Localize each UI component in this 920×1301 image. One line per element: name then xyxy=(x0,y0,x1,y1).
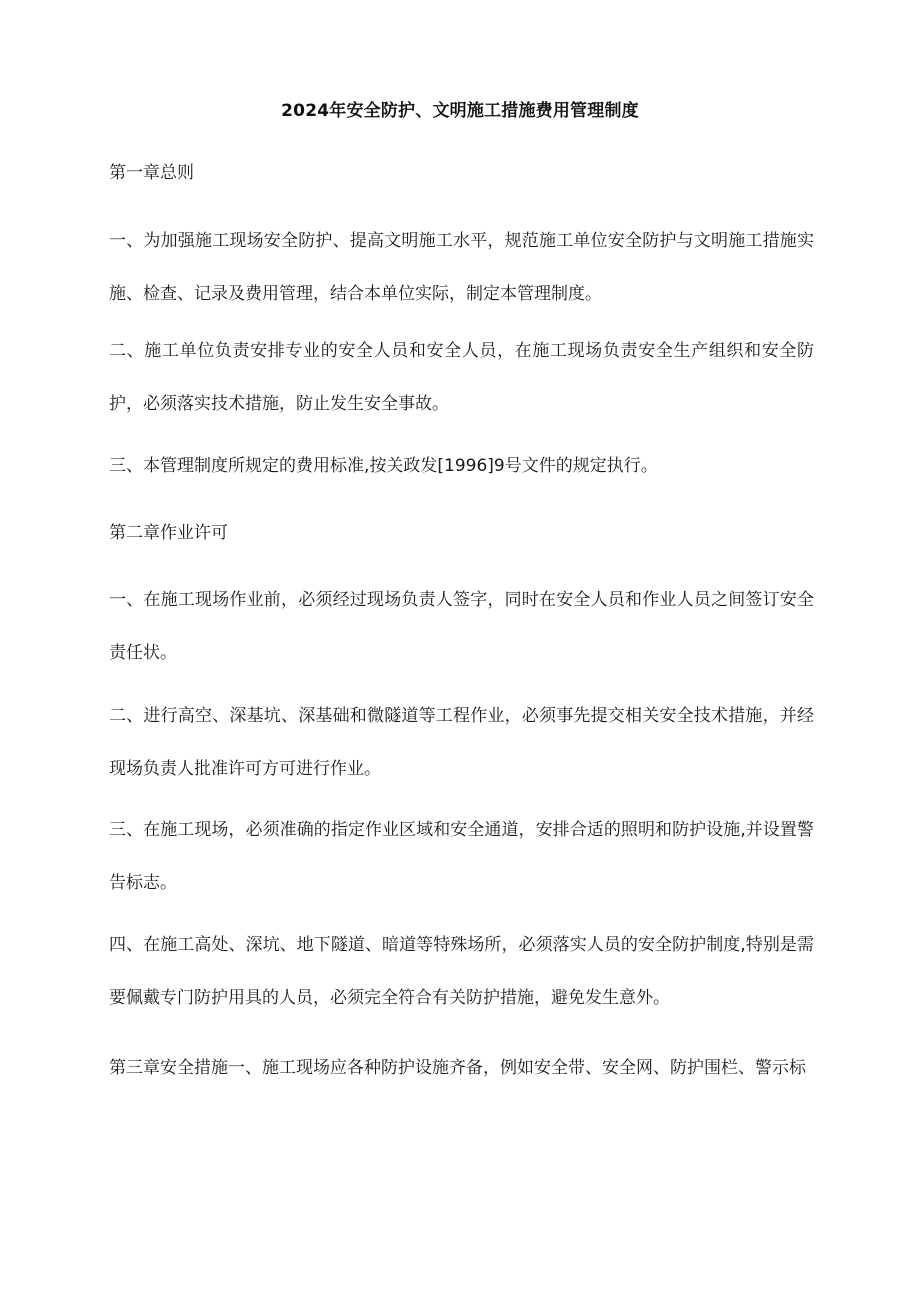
chapter-2-paragraph-1: 一、在施工现场作业前，必须经过现场负责人签字，同时在安全人员和作业人员之间签订安全责任状。 xyxy=(109,590,814,663)
chapter-2-heading: 第二章作业许可 xyxy=(109,523,228,543)
chapter-2-paragraph-2: 二、进行高空、深基坑、深基础和微隧道等工程作业，必须事先提交相关安全技术措施，并经现场负责人批准许可方可进行作业。 xyxy=(109,706,814,779)
chapter-1-paragraph-2: 二、施工单位负责安排专业的安全人员和安全人员，在施工现场负责安全生产组织和安全防护，必须落实技术措施，防止发生安全事故。 xyxy=(109,341,814,414)
chapter-1-heading: 第一章总则 xyxy=(109,163,194,183)
document-title: 2024年安全防护、文明施工措施费用管理制度 xyxy=(281,101,639,121)
chapter-1-paragraph-1: 一、为加强施工现场安全防护、提高文明施工水平，规范施工单位安全防护与文明施工措施实施、检查、记录及费用管理，结合本单位实际，制定本管理制度。 xyxy=(109,231,814,304)
chapter-2-paragraph-3: 三、在施工现场，必须准确的指定作业区域和安全通道，安排合适的照明和防护设施,并设置警告标志。 xyxy=(109,820,814,893)
chapter-2-paragraph-4: 四、在施工高处、深坑、地下隧道、暗道等特殊场所，必须落实人员的安全防护制度,特别是需要佩戴专门防护用具的人员，必须完全符合有关防护措施，避免发生意外。 xyxy=(109,935,814,1008)
chapter-3-heading: 第三章安全措施一、施工现场应各种防护设施齐备，例如安全带、安全网、防护围栏、警示标 xyxy=(109,1058,806,1078)
chapter-1-paragraph-3: 三、本管理制度所规定的费用标准,按关政发[1996]9号文件的规定执行。 xyxy=(109,456,658,476)
